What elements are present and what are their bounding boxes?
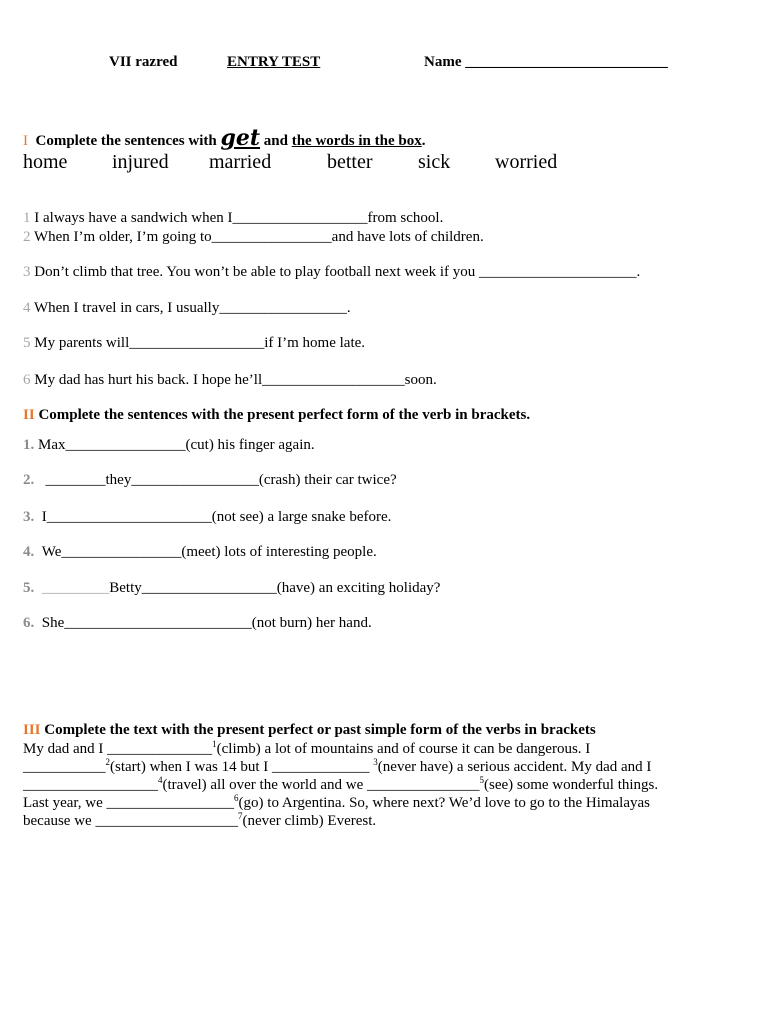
s3-text: (go) to Argentina. So, where next? We’d love to go to the Himalayas — [238, 795, 651, 811]
s1-item-5 — [23, 335, 365, 352]
section-3-number: III — [23, 722, 41, 738]
s3-text: (see) some wonderful things. — [484, 777, 659, 793]
get-keyword: get — [220, 125, 261, 151]
s1-item-number: 3 — [23, 264, 31, 280]
s1-item-6 — [23, 372, 437, 389]
s3-line-1 — [23, 740, 658, 758]
word-home: home — [23, 151, 68, 173]
s2-item-number: 3. — [23, 509, 35, 525]
s3-line-5 — [23, 812, 658, 830]
s2-item-5 — [23, 580, 440, 597]
grade-label: VII razred — [109, 54, 178, 70]
test-title: ENTRY TEST — [227, 54, 321, 70]
s2-item-6 — [23, 615, 372, 632]
s1-item-2 — [23, 229, 484, 246]
s3-text: ___________ — [23, 759, 106, 775]
s2-item-text: Max________________(cut) his finger again. — [38, 437, 315, 453]
s1-item-text: When I travel in cars, I usually_________________. — [33, 300, 351, 316]
s3-text: (travel) all over the world and we _______________ — [162, 777, 480, 793]
s3-text: Last year, we _________________ — [23, 795, 235, 811]
s3-superscript: 4 — [158, 775, 163, 785]
s2-item-blank: _________ — [41, 580, 110, 596]
s2-item-text: Betty__________________(have) an exciting holiday? — [109, 580, 441, 596]
s1-item-text: Don’t climb that tree. You won’t be able to play football next week if you _____________________. — [34, 264, 641, 280]
s1-item-4 — [23, 300, 351, 317]
section-1-instruction-end: . — [421, 133, 426, 149]
word-better: better — [327, 151, 373, 173]
section-2-instruction: Complete the sentences with the present perfect form of the verb in brackets. — [38, 407, 531, 423]
s2-item-1 — [23, 437, 315, 454]
s3-text: My dad and I ______________ — [23, 741, 213, 757]
s2-item-text: We________________(meet) lots of interesting people. — [41, 544, 377, 560]
s3-superscript: 7 — [237, 811, 243, 821]
s1-item-text: My parents will__________________if I’m home late. — [34, 335, 366, 351]
s3-superscript: 2 — [105, 757, 110, 767]
s2-item-2 — [23, 472, 397, 489]
s2-item-3 — [23, 509, 391, 526]
section-3-instruction: Complete the text with the present perfect or past simple form of the verbs in brackets — [44, 722, 596, 738]
s3-text: (never have) a serious accident. My dad and I — [377, 759, 652, 775]
s3-text: (start) when I was 14 but I _____________ — [110, 759, 374, 775]
s3-superscript: 1 — [212, 739, 217, 749]
s1-item-number: 2 — [23, 229, 31, 245]
s1-item-number: 5 — [23, 335, 31, 351]
s2-item-text: ________they_________________(crash) their car twice? — [45, 472, 397, 488]
s1-item-1 — [23, 210, 443, 227]
s2-item-text: I______________________(not see) a large snake before. — [41, 509, 392, 525]
section-1-heading — [23, 125, 425, 151]
s2-item-text: She_________________________(not burn) her hand. — [41, 615, 372, 631]
word-worried: worried — [495, 151, 558, 173]
s3-superscript: 3 — [373, 757, 378, 767]
s3-paragraph — [23, 740, 658, 830]
section-2-heading — [23, 407, 530, 424]
section-1-instruction-a: Complete the sentences with — [35, 133, 217, 149]
s2-item-number: 2. — [23, 472, 35, 488]
s1-item-text: I always have a sandwich when I__________________from school. — [34, 210, 444, 226]
section-1-instruction-b: and — [263, 133, 288, 149]
s3-line-2 — [23, 758, 658, 776]
s1-item-number: 6 — [23, 372, 31, 388]
name-field: Name ___________________________ — [424, 54, 668, 70]
word-injured: injured — [112, 151, 169, 173]
s3-superscript: 6 — [234, 793, 239, 803]
s2-item-4 — [23, 544, 377, 561]
s3-line-3 — [23, 776, 658, 794]
word-sick: sick — [418, 151, 451, 173]
section-1-number: I — [23, 133, 28, 149]
word-married: married — [209, 151, 272, 173]
s3-superscript: 5 — [479, 775, 484, 785]
s1-item-text: When I’m older, I’m going to________________and have lots of children. — [33, 229, 484, 245]
s1-item-number: 1 — [23, 210, 31, 226]
s3-text: (climb) a lot of mountains and of course it can be dangerous. I — [216, 741, 591, 757]
s1-item-3 — [23, 264, 640, 281]
s1-item-number: 4 — [23, 300, 31, 316]
section-2-number: II — [23, 407, 35, 423]
section-1-instruction-c: the words in the box — [291, 133, 422, 149]
s2-item-number: 6. — [23, 615, 35, 631]
s3-text: (never climb) Everest. — [242, 813, 377, 829]
s3-text: because we ___________________ — [23, 813, 238, 829]
s2-item-number: 5. — [23, 580, 35, 596]
s2-item-number: 1. — [23, 437, 35, 453]
s3-text: __________________ — [23, 777, 158, 793]
s3-line-4 — [23, 794, 658, 812]
s2-item-number: 4. — [23, 544, 35, 560]
section-3-heading — [23, 722, 596, 739]
s1-item-text: My dad has hurt his back. I hope he’ll___________________soon. — [34, 372, 437, 388]
